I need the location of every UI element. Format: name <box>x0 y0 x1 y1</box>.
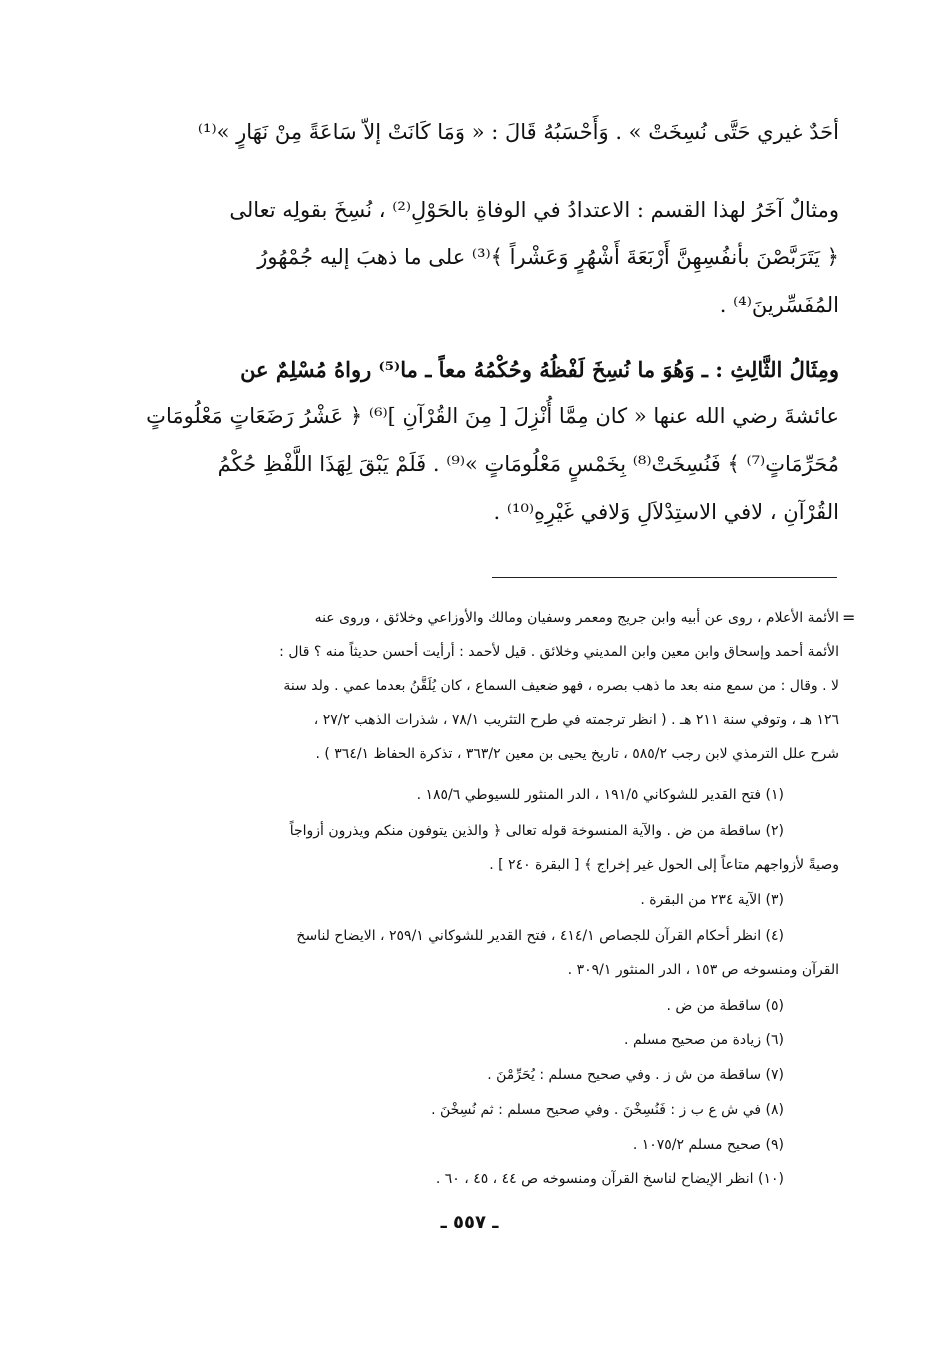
main-line-5: ومِثَالُ الثَّالِثِ : ـ وَهُوَ ما نُسِخَ لَفْظُهُ وحُكْمُهُ معاً ـ ما⁽⁵⁾ رواهُ مُسْلِمٌ عن <box>240 357 839 382</box>
main-line-8: القُرْآنِ ، لافي الاستِدْلاَلِ وَلافي غَيْرِهِ⁽¹⁰⁾ . <box>493 500 839 524</box>
footnote-3: (٣) الآية ٢٣٤ من البقرة . <box>640 892 784 908</box>
footnote-1: (١) فتح القدير للشوكاني ١٩١/٥ ، الدر المنثور للسيوطي ١٨٥/٦ . <box>416 787 784 803</box>
main-line-7: مُحَرِّمَاتٍ⁽⁷⁾ ﴾ فَنُسِخَتْ⁽⁸⁾ بِخَمْسٍ مَعْلُومَاتٍ »⁽⁹⁾ . فَلَمْ يَبْقَ لِهَذَا اللَّفْظِ حُكْمُ <box>217 452 839 476</box>
footnote-5: (٥) ساقطة من ض . <box>666 998 784 1014</box>
footnote-2b: وصيةً لأزواجهم متاعاً إلى الحول غير إخراج ﴾ [ البقرة ٢٤٠ ] . <box>489 857 839 873</box>
footnote-continuation-2: الأئمة أحمد وإسحاق وابن معين وابن المديني وخلائق . قيل لأحمد : أرأيت أحسن حديثاً منه ؟ قال : <box>279 644 839 660</box>
footnote-continuation-5: شرح علل الترمذي لابن رجب ٥٨٥/٢ ، تاريخ يحيى بن معين ٣٦٣/٢ ، تذكرة الحفاظ ٣٦٤/١ ) . <box>315 746 839 762</box>
main-line-6: عائشةَ رضي الله عنها « كان مِمَّا أُنْزِلَ [ مِنَ القُرْآنِ ]⁽⁶⁾ ﴿ عَشْرُ رَضَعَاتٍ مَعْلُومَاتٍ <box>146 404 839 428</box>
main-line-3: ﴿ يَتَرَبَّصْنَ بأنفُسِهِنَّ أَرْبَعَةَ أَشْهُرٍ وَعَشْراً ﴾⁽³⁾ على ما ذهبَ إليه جُمْهُورُ <box>257 245 839 269</box>
continuation-mark: = <box>842 608 856 627</box>
main-line-2: ومثالٌ آخَرُ لهذا القسم : الاعتدادُ في الوفاةِ بالحَوْلِ⁽²⁾ ، نُسِخَ بقولِه تعالى <box>229 198 839 222</box>
footnote-9: (٩) صحيح مسلم ١٠٧٥/٢ . <box>632 1137 784 1153</box>
main-line-1: أحَدٌ غيري حَتَّى نُسِخَتْ » . وَأَحْسَبُهُ قَالَ : « وَمَا كَانَتْ إلاّ سَاعَةً مِنْ نَهَارٍ »⁽¹⁾ <box>197 120 839 144</box>
footnote-10: (١٠) انظر الإيضاح لناسخ القرآن ومنسوخه ص ٤٤ ، ٤٥ ، ٦٠ . <box>435 1171 784 1187</box>
footnote-4a: (٤) انظر أحكام القرآن للجصاص ٤١٤/١ ، فتح القدير للشوكاني ٢٥٩/١ ، الايضاح لناسخ <box>296 928 784 944</box>
footnote-8: (٨) في ش ع ب ز : فَنُسِخْنَ . وفي صحيح مسلم : ثم نُسِخْنَ . <box>431 1102 784 1118</box>
page-number: ـ ٥٥٧ ـ <box>440 1212 499 1233</box>
footnote-7: (٧) ساقطة من ش ز . وفي صحيح مسلم : يُحَرِّمْنَ . <box>487 1067 784 1083</box>
footnote-continuation-3: لا . وقال : من سمع منه بعد ما ذهب بصره ، فهو ضعيف السماع ، كان يُلَقَّنُ بعدما عمي . ولد سنة <box>283 678 839 694</box>
main-line-4: المُفَسِّرينَ⁽⁴⁾ . <box>719 293 839 317</box>
footnote-2a: (٢) ساقطة من ض . والآية المنسوخة قوله تعالى ﴿ والذين يتوفون منكم ويذرون أزواجاً <box>289 823 784 839</box>
footnote-separator <box>492 577 837 578</box>
footnote-continuation-4: ١٢٦ هـ ، وتوفي سنة ٢١١ هـ . ( انظر ترجمته في طرح التثريب ٧٨/١ ، شذرات الذهب ٢٧/٢ ، <box>313 712 839 728</box>
footnote-continuation-1: الأئمة الأعلام ، روى عن أبيه وابن جريج ومعمر وسفيان ومالك والأوزاعي وخلائق ، وروى عنه <box>314 610 839 626</box>
footnote-6: (٦) زيادة من صحيح مسلم . <box>624 1032 784 1048</box>
footnote-4b: القرآن ومنسوخه ص ١٥٣ ، الدر المنثور ٣٠٩/١ . <box>567 962 839 978</box>
